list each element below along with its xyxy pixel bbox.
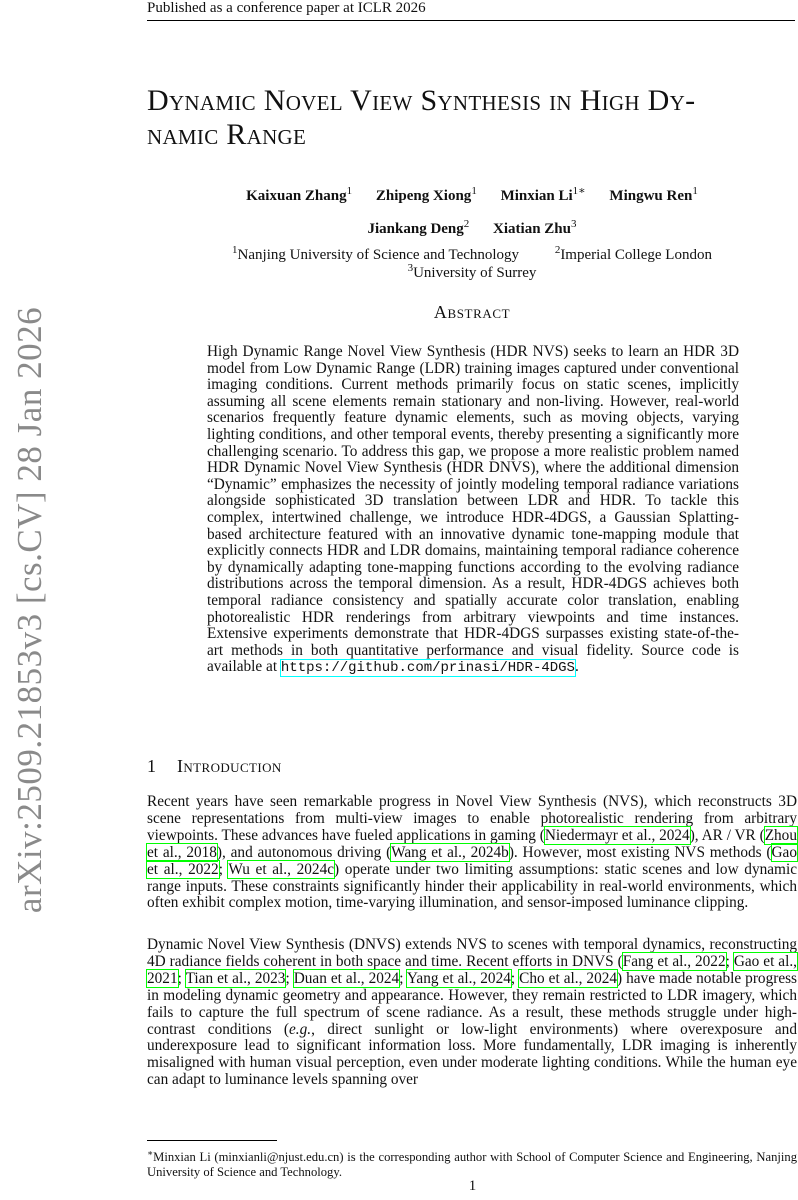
footnote	[147, 1146, 797, 1180]
citation-link[interactable]: Fang et al., 2022	[622, 952, 726, 970]
citation-link[interactable]: Wu et al., 2024c	[228, 860, 335, 878]
arxiv-sidebar	[0, 0, 60, 1200]
affiliations-row-2	[147, 262, 797, 282]
running-header: Published as a conference paper at ICLR 2026	[147, 0, 426, 16]
author: Zhipeng Xiong$^1$	[375, 185, 477, 204]
code-link[interactable]: https://github.com/prinasi/HDR-4DGS	[280, 660, 575, 677]
arxiv-identifier[interactable]: arXiv:2509.21853v3 [cs.CV] 28 Jan 2026	[10, 306, 49, 914]
citation-link[interactable]: Wang et al., 2024b	[391, 843, 509, 861]
citation-link[interactable]: Yang et al., 2024	[406, 969, 511, 987]
affiliation: $^3$University of Surrey	[407, 262, 537, 281]
abstract-heading: Abstract	[433, 302, 511, 322]
section-title: Introduction	[177, 756, 282, 776]
intro-paragraph-1: Recent years have seen remarkable progress in Novel View Synthesis (NVS), which reconstructs 3D scene representations from multi-view images to enable photorealistic rendering from arbitrary viewpoints. These advances have fueled applications in gaming (Niedermayr et al., 2024), AR / VR (Zhou et al., 2018), and autonomous driving (Wang et al., 2024b). However, most existing NVS methods (Gao et al., 2022; Wu et al., 2024c) operate under two limiting assumptions: static scenes and low dynamic range inputs. These constraints significantly hinder their applicability in real-world environments, which often exhibit complex motion, time-varying illumination, and sensor-imposed luminance clipping.	[147, 793, 797, 912]
title-line-2: namic Range	[147, 118, 307, 151]
affiliation: $^2$Imperial College London	[554, 244, 712, 263]
authors-row-2	[147, 218, 797, 238]
author: Jiankang Deng$^2$	[367, 218, 470, 237]
author: Mingwu Ren$^1$	[609, 185, 698, 204]
section-number: 1	[147, 756, 157, 776]
citation-link[interactable]: Cho et al., 2024	[519, 969, 618, 987]
citation-link[interactable]: Gao et al., 2021	[147, 952, 797, 987]
affiliation: $^1$Nanjing University of Science and Technology	[232, 244, 520, 263]
paper-title	[147, 84, 797, 152]
intro-paragraph-2: Dynamic Novel View Synthesis (DNVS) extends NVS to scenes with temporal dynamics, reconstructing 4D radiance fields coherent in both space and time. Recent efforts in DNVS (Fang et al., 2022; Gao et al., 2021; Tian et al., 2023; Duan et al., 2024; Yang et al., 2024; Cho et al., 2024) have made notable progress in modeling dynamic geometry and appearance. However, they remain restricted to LDR imagery, which fails to capture the full spectrum of scene radiance. As a result, these methods struggle under high-contrast conditions (e.g., direct sunlight or low-light environments) where overexposure and underexposure lead to significant information loss. More fundamentally, LDR imaging is inherently misaligned with human visual perception, even under moderate lighting conditions. While the human eye can adapt to luminance levels spanning over	[147, 936, 798, 1089]
affiliations-row-1	[147, 244, 797, 264]
citation-link[interactable]: Gao et al., 2022	[147, 843, 797, 878]
citation-link[interactable]: Tian et al., 2023	[185, 969, 286, 987]
authors-row-1	[147, 184, 797, 205]
title-line-1: Dynamic Novel View Synthesis in High Dy-	[147, 84, 696, 117]
footnote-rule	[147, 1140, 277, 1141]
author: Kaixuan Zhang$^1$	[246, 185, 353, 204]
abstract-body: High Dynamic Range Novel View Synthesis (HDR NVS) seeks to learn an HDR 3D model from Low Dynamic Range (LDR) training images captured under conventional imaging conditions. Current methods primarily focus on static scenes, implicitly assuming all scene elements remain stationary and non-living. However, real-world scenarios frequently feature dynamic elements, such as moving objects, varying lighting conditions, and other temporal events, thereby presenting a significantly more challenging scenario. To address this gap, we propose a more realistic problem named HDR Dynamic Novel View Synthesis (HDR DNVS), where the additional dimension “Dynamic” emphasizes the necessity of jointly modeling temporal radiance variations alongside sophisticated 3D translation between LDR and HDR. To tackle this complex, intertwined challenge, we introduce HDR-4DGS, a Gaussian Splatting-based architecture featured with an innovative dynamic tone-mapping module that explicitly connects HDR and LDR domains, maintaining temporal radiance coherence by dynamically adapting tone-mapping functions according to the evolving radiance distributions across the temporal dimension. As a result, HDR-4DGS achieves both temporal radiance consistency and spatially accurate color translation, enabling photorealistic HDR renderings from arbitrary viewpoints and time instances. Extensive experiments demonstrate that HDR-4DGS surpasses existing state-of-the-art methods in both quantitative performance and visual fidelity. Source code is available at https://github.com/prinasi/HDR-4DGS.	[207, 343, 739, 677]
citation-link[interactable]: Niedermayr et al., 2024	[544, 826, 690, 844]
author: Xiatian Zhu$^3$	[493, 218, 577, 237]
section-heading	[147, 756, 282, 777]
author: Minxian $Li^{1∗}$	[500, 185, 586, 204]
footnote-mark: ∗	[147, 1148, 154, 1158]
footnote-text: Minxian Li (minxianli@njust.edu.cn) is the corresponding author with School of Computer Science and Engineering, Nanjing University of Science and Technology.	[147, 1150, 797, 1180]
citation-link[interactable]: Duan et al., 2024	[293, 969, 400, 987]
abstract-text: High Dynamic Range Novel View Synthesis (HDR NVS) seeks to learn an HDR 3D model from Low Dynamic Range (LDR) training images captured under conventional imaging conditions. Current methods primarily focus on static scenes, implicitly assuming all scene elements remain stationary and non-living. However, real-world scenarios frequently feature dynamic elements, such as moving objects, varying lighting conditions, and other temporal events, thereby presenting a significantly more challenging scenario. To address this gap, we propose a more realistic problem named HDR Dynamic Novel View Synthesis (HDR DNVS), where the additional dimension “Dynamic” emphasizes the necessity of jointly modeling temporal radiance variations alongside sophisticated 3D translation between LDR and HDR. To tackle this complex, intertwined challenge, we introduce HDR-4DGS, a Gaussian Splatting-based architecture featured with an innovative dynamic tone-mapping module that explicitly connects HDR and LDR domains, maintaining temporal radiance coherence by dynamically adapting tone-mapping functions according to the evolving radiance distributions across the temporal dimension. As a result, HDR-4DGS achieves both temporal radiance consistency and spatially accurate color translation, enabling photorealistic HDR renderings from arbitrary viewpoints and time instances. Extensive experiments demonstrate that HDR-4DGS surpasses existing state-of-the-art methods in both quantitative performance and visual fidelity. Source code is available at	[207, 343, 739, 676]
header-rule	[147, 20, 795, 21]
citation-link[interactable]: Zhou et al., 2018	[147, 826, 797, 861]
page-number: 1	[468, 1178, 477, 1194]
